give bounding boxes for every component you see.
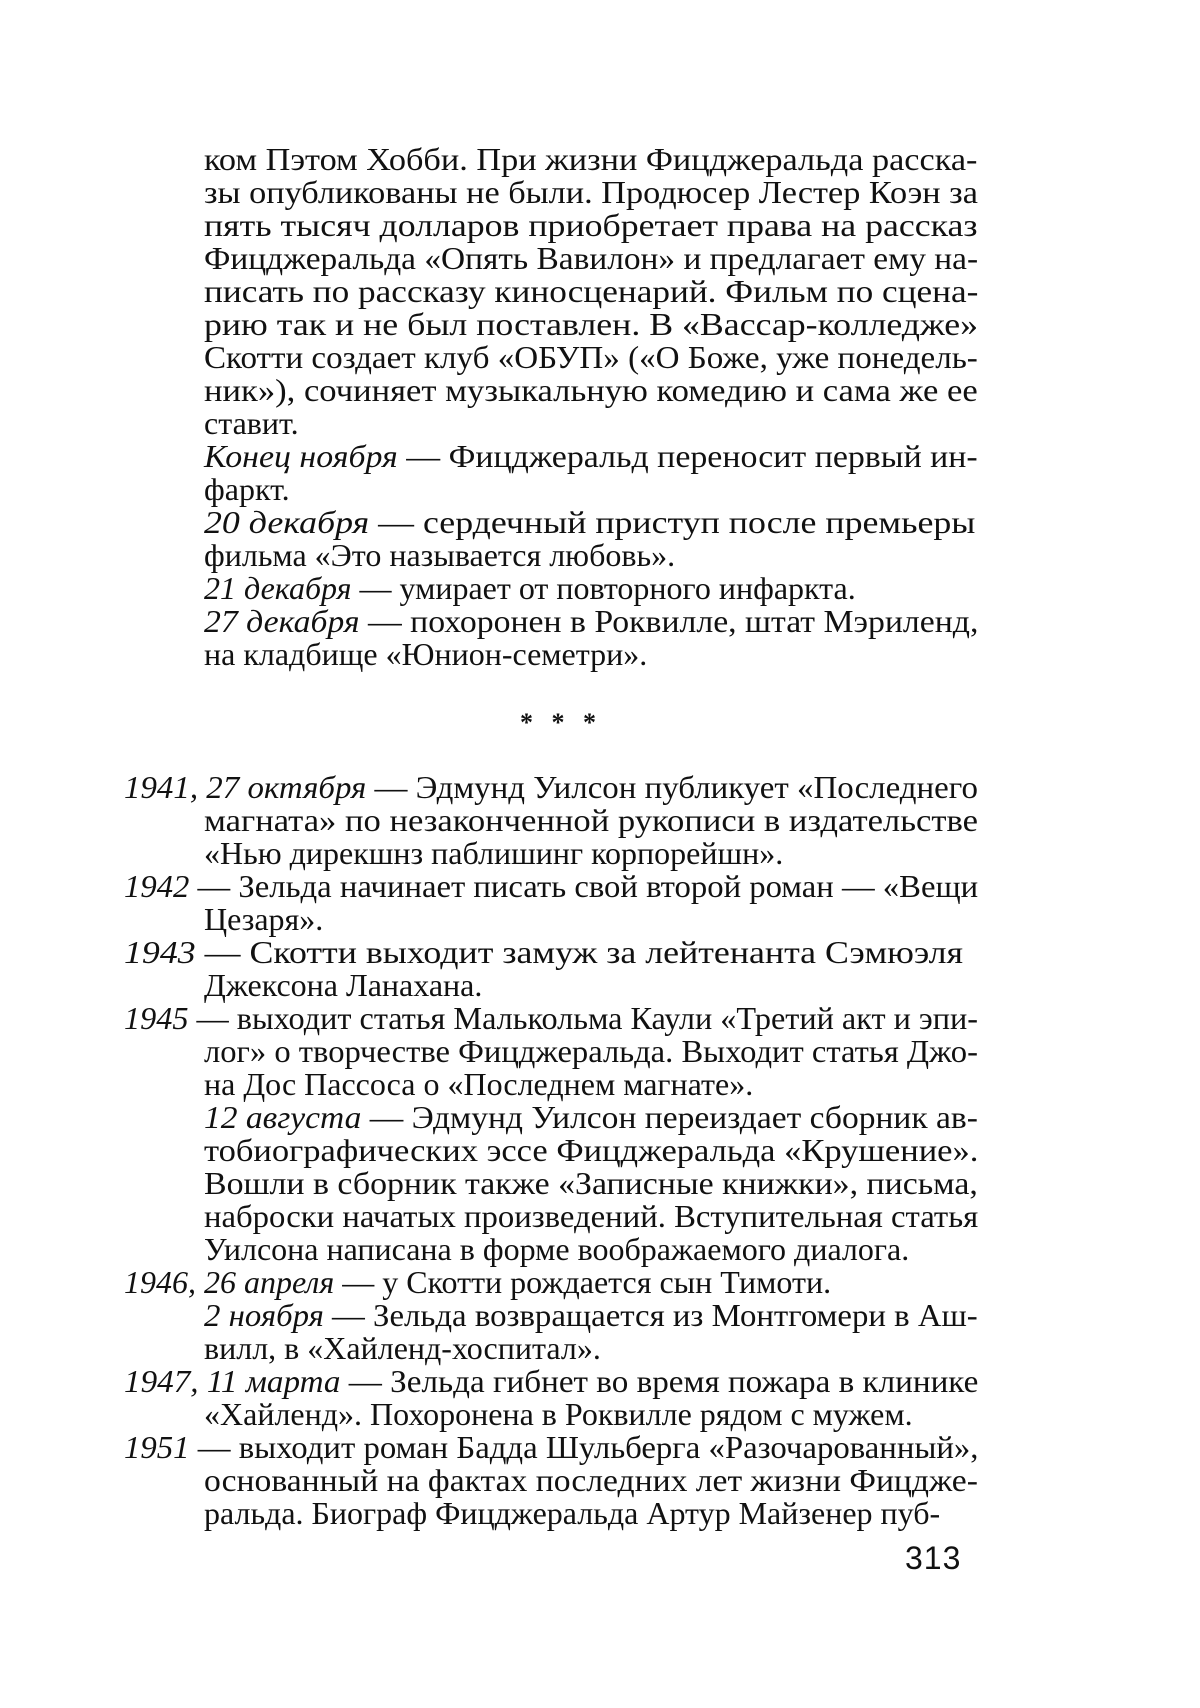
line-text: магната» по незаконченной рукописи в издательстве [204,802,978,838]
line-text: — Зельда начинает писать свой второй роман — «Вещи [189,868,979,904]
line-text: тобиографических эссе Фицджеральда «Крушение». [204,1132,979,1168]
line-text: ник»), сочиняет музыкальную комедию и сама же ее [204,372,978,408]
date-label: 21 декабря [204,570,352,606]
text-line [204,637,647,671]
date-label: 1951 [124,1429,190,1465]
text-line [204,241,978,275]
text-line [204,1298,978,1332]
text-line [204,1067,753,1101]
text-line [204,208,978,242]
line-text: — Эдмунд Уилсон публикует «Последнего [366,769,978,805]
line-text: Цезаря». [204,901,324,937]
line-text: — Зельда гибнет во время пожара в клинике [340,1363,979,1399]
date-label: 27 декабря [204,603,360,639]
line-text: — похоронен в Роквилле, штат Мэриленд, [359,603,979,639]
text-line [204,571,856,605]
line-text: писать по рассказу киносценарий. Фильм по сцена- [204,273,979,309]
line-text: «Хайленд». Похоронена в Роквилле рядом с мужем. [204,1396,913,1432]
text-line [204,340,978,374]
line-text: Уилсона написана в форме воображаемого диалога. [204,1231,910,1267]
line-text: — выходит статья Малькольма Каули «Третий акт и эпи- [188,1000,978,1036]
line-text: — Зельда возвращается из Монтгомери в Аш- [323,1297,978,1333]
text-line [124,770,978,804]
text-line [204,1463,978,1497]
text-line [204,1331,601,1365]
line-text: ком Пэтом Хобби. При жизни Фицджеральда расска- [204,141,978,177]
line-text: — Фицджеральд переносит первый ин- [397,438,978,474]
line-text: — умирает от повторного инфаркта. [351,570,856,606]
line-text: — сердечный приступ после премьеры [369,504,976,540]
line-text: ставит. [204,405,299,441]
text-line [204,142,977,176]
line-text: ральда. Биограф Фицджеральда Артур Майзенер пуб- [204,1495,941,1531]
text-line [204,406,299,440]
text-line [204,538,675,572]
line-text: на кладбище «Юнион-семетри». [204,636,648,672]
text-line [204,1166,978,1200]
line-text: фильма «Это называется любовь». [204,537,676,573]
line-text: рию так и не был поставлен. В «Вассар-колледже» [204,306,978,342]
text-line [204,505,975,539]
date-label: Конец ноября [204,438,398,474]
date-label: 1941, 27 октября [124,769,367,805]
line-text: наброски начатых произведений. Вступительная статья [204,1198,979,1234]
text-line [204,373,978,407]
line-text: лог» о творчестве Фицджеральда. Выходит статья Джо- [204,1033,978,1069]
text-line [124,1001,978,1035]
line-text: — Скотти выходит замуж за лейтенанта Сэмюэля [195,934,964,970]
text-line [204,307,978,341]
text-line [204,836,783,870]
text-line [204,902,323,936]
text-line [204,1496,940,1530]
text-line [204,968,482,1002]
text-line [124,1265,831,1299]
text-line [124,1430,978,1464]
line-text: фаркт. [204,471,290,507]
text-line [204,472,290,506]
line-text: зы опубликованы не были. Продюсер Лестер Коэн за [204,174,978,210]
text-line [204,1133,978,1167]
text-line [204,803,978,837]
line-text: Вошли в сборник также «Записные книжки», письма, [204,1165,978,1201]
section-separator: * * * [520,708,602,737]
line-text: — у Скотти рождается сын Тимоти. [334,1264,832,1300]
text-line [204,1232,909,1266]
line-text: вилл, в «Хайленд-хоспитал». [204,1330,601,1366]
text-line [124,935,963,969]
text-line [204,1199,978,1233]
line-text: «Нью дирекшнз паблишинг корпорейшн». [204,835,784,871]
text-line [204,1034,978,1068]
date-label: 2 ноября [204,1297,324,1333]
date-label: 1942 [124,868,190,904]
text-line [204,175,978,209]
line-text: Джексона Ланахана. [204,967,483,1003]
date-label: 12 августа [204,1099,362,1135]
line-text: основанный на фактах последних лет жизни Фицдже- [204,1462,978,1498]
date-label: 1943 [124,934,196,970]
date-label: 1947, 11 марта [124,1363,341,1399]
line-text: на Дос Пассоса о «Последнем магнате». [204,1066,754,1102]
text-line [204,274,978,308]
line-text: — выходит роман Бадда Шульберга «Разочарованный», [189,1429,979,1465]
text-line [124,1364,978,1398]
line-text: Фицджеральда «Опять Вавилон» и предлагает ему на- [204,240,979,276]
text-line [204,439,978,473]
line-text: Скотти создает клуб «ОБУП» («О Боже, уже понедель- [204,339,978,375]
text-line [204,1397,913,1431]
date-label: 20 декабря [204,504,370,540]
date-label: 1945 [124,1000,189,1036]
page-number: 313 [905,1540,962,1576]
text-line [204,1100,978,1134]
line-text: — Эдмунд Уилсон переиздает сборник ав- [361,1099,978,1135]
line-text: пять тысяч долларов приобретает права на рассказ [204,207,978,243]
text-line [204,604,978,638]
text-line [124,869,978,903]
date-label: 1946, 26 апреля [124,1264,335,1300]
